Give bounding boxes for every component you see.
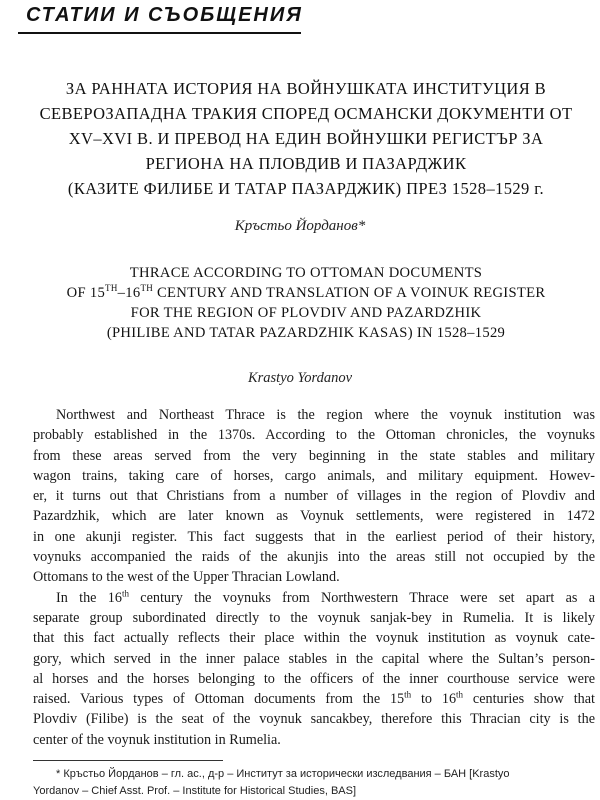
abstract-line: in one akunji register. This fact suggests that in the earliest period of their history, [33, 528, 595, 545]
english-title-line: FOR THE REGION OF PLOVDIV AND PAZARDZHIK [130, 305, 482, 321]
english-title-line: THRACE ACCORDING TO OTTOMAN DOCUMENTS [129, 265, 483, 281]
abstract-line: Ottomans to the west of the Upper Thracian Lowland. [33, 569, 340, 586]
english-title-line: (PHILIBE AND TATAR PAZARDZHIK KASAS) IN 1528–1529 [106, 325, 506, 341]
abstract-line: gory, which served in the inner palace stables in the capital where the Sultan’s person- [33, 650, 595, 667]
english-title [28, 263, 584, 343]
abstract-line: Plovdiv (Filibe) is the seat of the voynuk sancakbey, therefore this Thracian city is the [33, 711, 595, 728]
abstract-line: probably established in the 1370s. According to the Ottoman chronicles, the voynuks [33, 427, 595, 444]
abstract-line: voynuks accompanied the raids of the akunjis into the areas still not occupied by the [33, 549, 595, 566]
abstract-line: al horses and the horses belonging to the officers of the inner courthouse service were [33, 670, 595, 687]
abstract-line: Northwest and Northeast Thrace is the region where the voynuk institution was [56, 407, 595, 423]
abstract-line: raised. Various types of Ottoman documents from the 15th to 16th centuries show that [33, 689, 595, 708]
bulgarian-title-line: РЕГИОНА НА ПЛОВДИВ И ПАЗАРДЖИК [145, 154, 467, 173]
english-title-line: OF 15TH–16TH CENTURY AND TRANSLATION OF A VOINUK REGISTER [66, 283, 546, 301]
abstract-line: In the 16th century the voynuks from Northwestern Thrace were set apart as a [56, 587, 595, 606]
header-rule [18, 32, 301, 34]
footnote-line: * Кръстьо Йорданов – гл. ас., д-р – Институт за исторически изследвания – БАН [Krastyo [56, 768, 510, 780]
abstract-line: center of the voynuk institution in Rumelia. [33, 731, 281, 748]
bulgarian-title [28, 76, 584, 201]
bulgarian-title-line: СЕВЕРОЗАПАДНА ТРАКИЯ СПОРЕД ОСМАНСКИ ДОКУМЕНТИ ОТ [39, 104, 573, 123]
abstract-line: that this fact actually reflects their place within the voynuk institution as voynuk cate- [33, 630, 595, 647]
abstract-line: separate group subordinated directly to the voynuk sanjak-bey in Rumelia. It is likely [33, 609, 595, 626]
abstract [33, 405, 595, 750]
footnote-line: Yordanov – Chief Asst. Prof. – Institute for Historical Studies, BAS] [33, 785, 357, 797]
abstract-line: Pazardzhik, which are later known as Voynuk settlements, were registered in 1472 [33, 508, 595, 525]
abstract-line: er, it turns out that Christians from a number of villages in the region of Plovdiv and [33, 488, 595, 505]
bulgarian-title-line: (КАЗИТЕ ФИЛИБЕ И ТАТАР ПАЗАРДЖИК) ПРЕЗ 1528–1529 г. [67, 179, 545, 198]
abstract-line: wagon trains, taking care of horses, cargo animals, and military equipment. Howev- [33, 467, 595, 484]
bulgarian-author: Кръстьо Йорданов* [234, 218, 366, 234]
english-author: Krastyo Yordanov [247, 370, 353, 386]
abstract-line: from these areas served from the very beginning in the state stables and military [33, 447, 595, 464]
footnote-rule [33, 760, 223, 761]
bulgarian-title-line: XV–XVI В. И ПРЕВОД НА ЕДИН ВОЙНУШКИ РЕГИСТЪР ЗА [68, 129, 544, 148]
author-footnote [33, 766, 595, 800]
bulgarian-title-line: ЗА РАННАТА ИСТОРИЯ НА ВОЙНУШКАТА ИНСТИТУЦИЯ В [65, 79, 547, 98]
section-header: СТАТИИ И СЪОБЩЕНИЯ [26, 4, 303, 26]
